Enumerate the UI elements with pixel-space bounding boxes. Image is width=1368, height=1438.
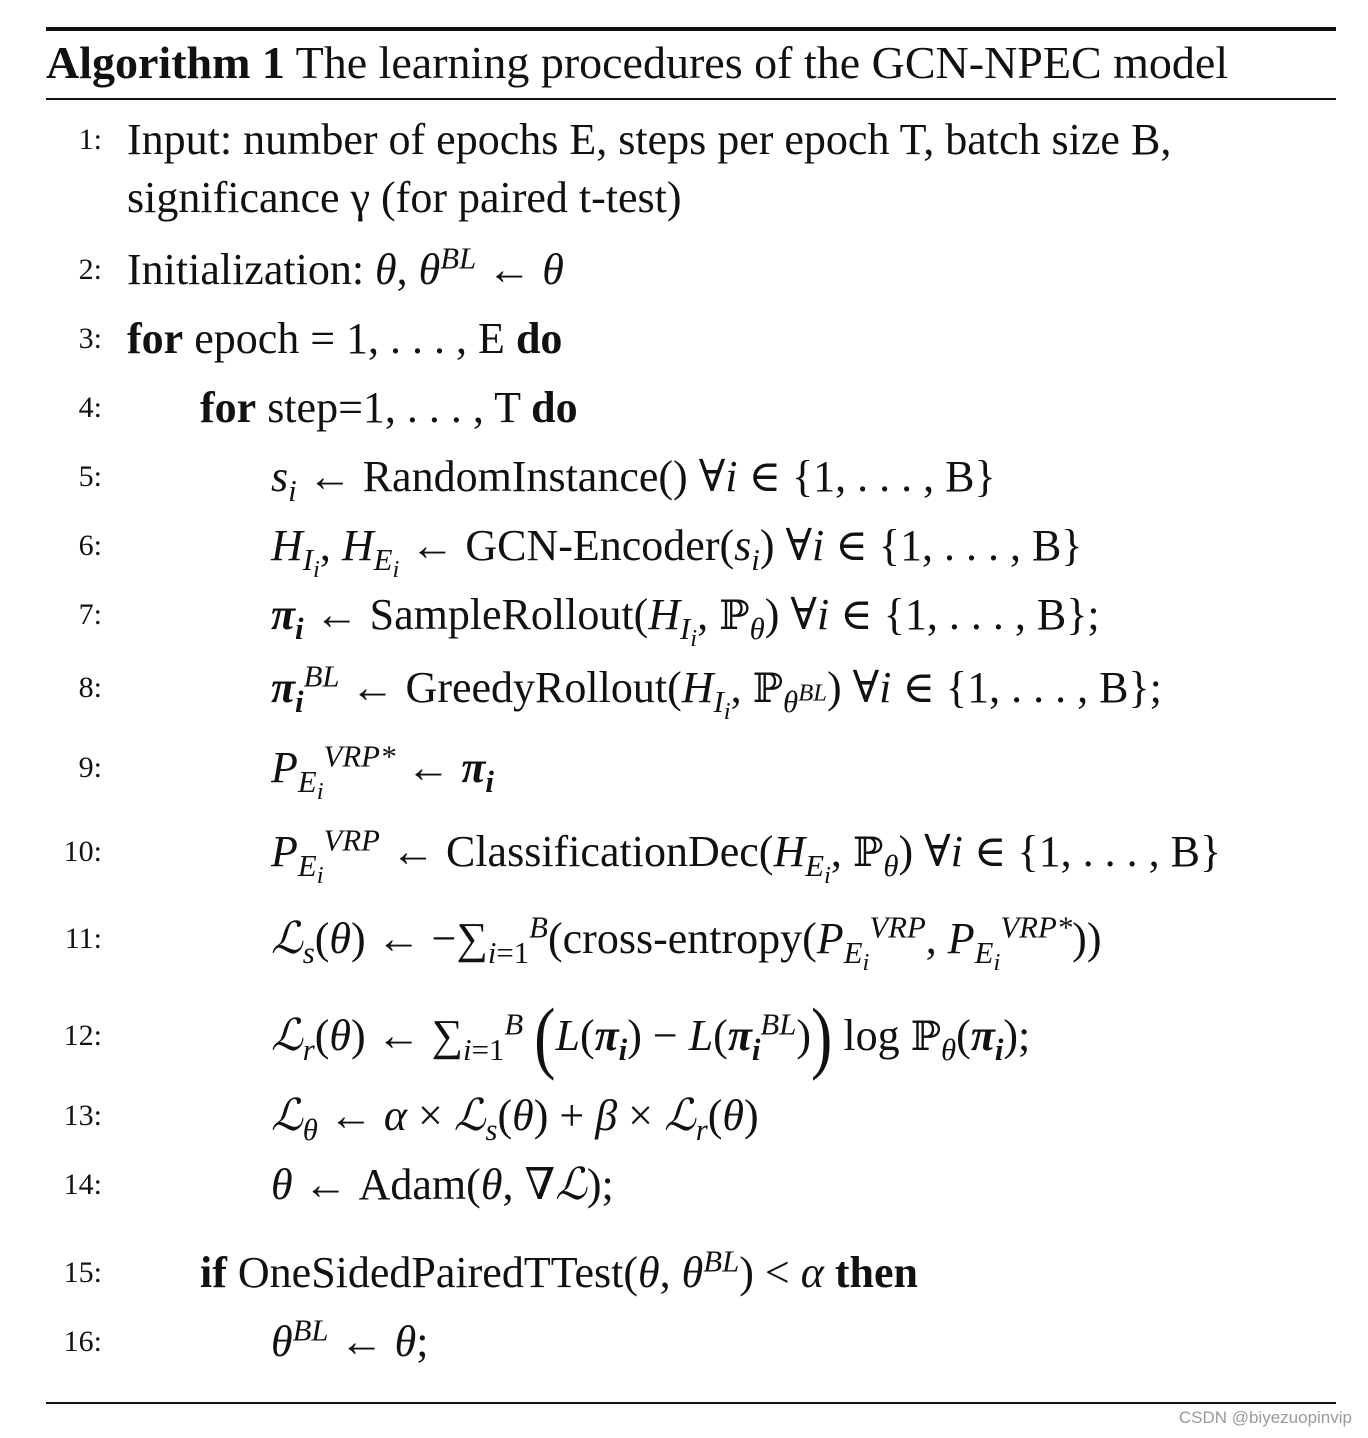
top-rule [46, 27, 1336, 31]
algorithm-label: Algorithm 1 [46, 37, 285, 88]
line-number: 11: [64, 922, 102, 955]
line-text: $s_i$ ← RandomInstance() ∀i ∈ {1, . . . , B} [271, 452, 996, 508]
line-text: for epoch = 1, . . . , E do [127, 314, 563, 363]
caption-rule [46, 98, 1336, 100]
line-number: 3: [78, 322, 102, 355]
line-text: $H_{I_i}$, $H_{E_i}$ ← GCN-$Encoder(s_i)$ ∀i ∈ {1, . . . , B} [271, 521, 1083, 583]
line-number: 7: [78, 598, 102, 631]
watermark: CSDN @biyezuopinvip [1178, 1408, 1352, 1427]
line-number: 8: [78, 671, 102, 704]
line-number: 13: [63, 1099, 102, 1132]
line-text: $P_{E_i}^{VRP}$ ← $ClassificationDec(H_{E_i}$, ℙ$_\theta$) ∀i ∈ {1, . . . , B} [271, 823, 1222, 889]
line-number: 5: [78, 460, 102, 493]
line-text: ℒ$_r$(θ) ← $\sum_{i=1}^B$ $(L(\pi_i) - L(\pi_i^{BL}))$ $\log ℙ_\theta(\pi_i)$; [271, 992, 1031, 1081]
line-text: Input: number of epochs E, steps per epoch T, batch size B, [127, 115, 1172, 164]
line-text: $P_{E_i}^{VRP*}$ ← $\pi_i$ [271, 739, 494, 805]
line-text: $\pi_i$ ← $SampleRollout(H_{I_i}$, ℙ$_\theta$) ∀i ∈ {1, . . . , B}; [271, 590, 1100, 652]
line-number: 10: [63, 835, 102, 868]
line-number: 2: [78, 253, 102, 286]
line-text: Initialization: θ, $\theta^{BL}$ ← θ [127, 241, 564, 294]
line-number: 14: [63, 1168, 102, 1201]
line-number: 6: [78, 529, 102, 562]
line-text: if OneSidedPairedTTest(θ, $\theta^{BL}) < \alpha$ then [200, 1244, 918, 1297]
line-text: significance γ (for paired t-test) [127, 173, 682, 222]
line-number: 4: [78, 391, 102, 424]
line-number: 15: [63, 1256, 102, 1289]
line-text: θ ← Adam(θ, ∇ℒ); [271, 1159, 614, 1210]
line-text: $\theta^{BL}$ ← θ; [271, 1313, 429, 1366]
line-text: $\pi_i^{BL}$ ← $GreedyRollout(H_{I_i}$, ℙ$_{\theta^{BL}}$) ∀i ∈ {1, . . . , B}; [271, 659, 1162, 725]
line-number: 1: [78, 123, 102, 156]
line-text: ℒ$_\theta$ ← α × ℒ$_s$(θ) + β × ℒ$_r$(θ) [271, 1090, 759, 1147]
bottom-rule [46, 1402, 1336, 1404]
line-number: 16: [63, 1325, 102, 1358]
line-text: ℒ$_s$(θ) ← $-\sum_{i=1}^B(cross-entropy(P_{E_i}^{VRP}$, $P_{E_i}^{VRP*}$)) [271, 910, 1102, 976]
line-text: for step=1, . . . , T do [200, 383, 578, 432]
line-number: 12: [63, 1019, 102, 1052]
algorithm-title: The learning procedures of the GCN-NPEC model [295, 37, 1229, 88]
algorithm-caption [46, 36, 1228, 90]
line-number: 9: [78, 751, 102, 784]
